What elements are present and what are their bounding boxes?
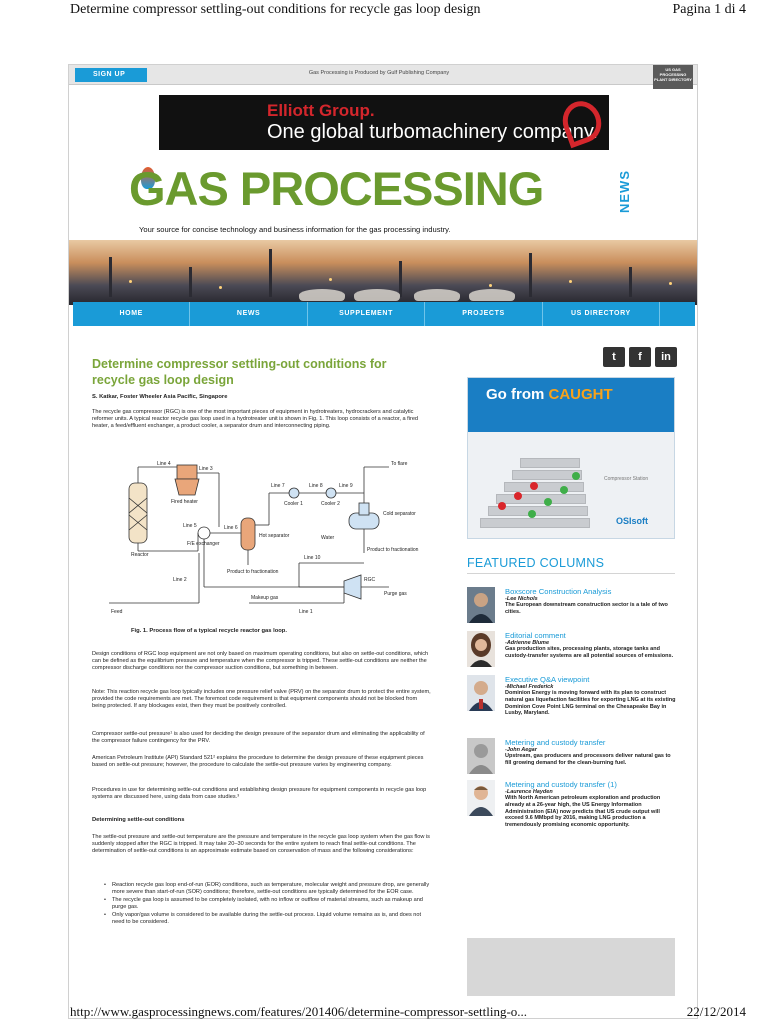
nav-spacer	[660, 302, 695, 326]
label-reactor: Reactor	[131, 552, 149, 558]
linkedin-icon[interactable]: in	[655, 347, 677, 367]
banner-ad[interactable]	[159, 95, 609, 150]
osisoft-logo: OSIsoft	[616, 516, 649, 526]
main-nav	[73, 302, 695, 326]
label-line-1: Line 1	[299, 609, 313, 615]
article-paragraph-6: The settle-out pressure and settle-out temperature are the pressure and temperature in the recycle gas loop system when the gas flow is suddenly stopped after the RGC is tripped. It may take 20–30 seconds for the entire system to reach final settle-out conditions. The determination of settle-out conditions is an approximate estimate based on conservation of mass and the following considerations:	[92, 834, 430, 854]
label-water: Water	[321, 535, 335, 541]
web-page	[68, 64, 698, 1019]
label-product-fractionation-2: Product to fractionation	[227, 569, 279, 575]
avatar	[467, 738, 495, 774]
label-cooler-1: Cooler 1	[284, 501, 303, 507]
label-tail-gas: To flare	[391, 461, 408, 467]
column-author: -Michael Frederick	[505, 684, 554, 690]
article-paragraph-4: American Petroleum Institute (API) Standard 521² explains the procedure to determine the design pressure of these equipment pieces based on settle-out pressure; however, the procedure to calculate the settle-out pressure varies by engineering company.	[92, 755, 424, 768]
ad-company: Elliott Group.	[267, 101, 375, 120]
column-title[interactable]: Editorial comment	[505, 631, 566, 640]
article-paragraph-2: Note: This reaction recycle gas loop typically includes one pressure relief valve (PRV) on the separator drum to protect the entire system, provided the code requirements are met. The foremost code requirement is that equipment components should not be blocked from being protected. If any blockages exist, then they must be positively controlled.	[92, 689, 431, 709]
print-page-number: Pagina 1 di 4	[672, 2, 746, 17]
label-line-9: Line 9	[339, 483, 353, 489]
label-rgc: RGC	[364, 577, 376, 583]
label-product-fractionation: Product to fractionation	[367, 547, 419, 553]
site-logo[interactable]: GAS PROCESSING	[129, 162, 544, 215]
label-line-10: Line 10	[304, 555, 321, 561]
column-description: The European downstream construction sector is a tale of two cities.	[505, 602, 668, 615]
print-footer-url: http://www.gasprocessingnews.com/features/201406/determine-compressor-settling-o...	[70, 1004, 528, 1019]
article-paragraph-3: Compressor settle-out pressure¹ is also used for deciding the design pressure of the separator drum and eliminating the applicability of the compressor failure contingency for the PRV.	[92, 731, 425, 744]
article-paragraph-1: Design conditions of RGC loop equipment are not only based on maximum operating conditions, but also on settle-out conditions, which can be defined as the equilibrium pressure and temperature when the compressor is tripped. These settle-out conditions are neither the compressor discharge conditions nor the compressor suction conditions, but something in between.	[92, 651, 429, 671]
label-line-3: Line 3	[199, 466, 213, 472]
label-fired-heater: Fired heater	[171, 499, 198, 505]
column-title[interactable]: Executive Q&A viewpoint	[505, 675, 590, 684]
list-item: • The recycle gas loop is assumed to be completely isolated, with no inflow or outflow of material streams, such as makeup and purge gas.	[92, 897, 432, 911]
label-line-5: Line 5	[183, 523, 197, 529]
list-item: • Reaction recycle gas loop end-of-run (EOR) conditions, such as temperature, molecular weight and pressure drop, are generally more severe than start-of-run (SOR) conditions; therefore, settle-out conditions are typically determined for the EOR case.	[92, 882, 432, 896]
nav-news[interactable]: NEWS	[190, 302, 307, 326]
plant-directory-link[interactable]: US GAS PROCESSING PLANT DIRECTORY	[653, 65, 693, 89]
sign-up-button[interactable]: SIGN UP	[75, 68, 147, 82]
label-feed: Feed	[111, 609, 123, 615]
label-line-4: Line 4	[157, 461, 171, 467]
twitter-icon[interactable]: t	[603, 347, 625, 367]
column-description: Gas production sites, processing plants, storage tanks and custody-transfer systems are all potential sources of emissions.	[505, 646, 674, 659]
label-line-8: Line 8	[309, 483, 323, 489]
article-paragraph-5: Procedures in use for determining settle-out conditions and establishing design pressure for equipment components in recycle gas loop systems are discussed here, using data from case studies.³	[92, 787, 427, 800]
avatar	[467, 675, 495, 711]
article-byline: S. Katkar, Foster Wheeler Asia Pacific, Singapore	[92, 394, 228, 400]
sidebar-ad[interactable]	[467, 377, 675, 539]
print-footer-date: 22/12/2014	[686, 1004, 746, 1019]
avatar	[467, 631, 495, 667]
column-author: -John Aegar	[505, 747, 537, 753]
label-line-2: Line 2	[173, 577, 187, 583]
column-description: With North American petroleum exploration and production already at a 26-year high, the US Energy Information Administration (EIA) now predicts that US crude output will exceed 9.6 MMbpd by 2016, making LNG production a tremendously promising economic opportunity.	[505, 795, 661, 829]
label-cooler-2: Cooler 2	[321, 501, 340, 507]
featured-divider	[467, 573, 675, 574]
column-author: -Adrienne Blume	[505, 640, 550, 646]
facebook-icon[interactable]: f	[629, 347, 651, 367]
article-bullets	[92, 882, 432, 927]
featured-columns-heading: FEATURED COLUMNS	[467, 556, 605, 570]
nav-us-directory[interactable]: US DIRECTORY	[543, 302, 660, 326]
logo-news-text: NEWS	[617, 170, 632, 213]
column-author: -Laurence Hayden	[505, 789, 553, 795]
column-title[interactable]: Metering and custody transfer (1)	[505, 780, 617, 789]
publisher-note: Gas Processing is Produced by Gulf Publishing Company	[308, 70, 450, 76]
refinery-skyline-image	[69, 240, 698, 305]
sidebar-placeholder	[467, 938, 675, 996]
article-subhead: Determining settle-out conditions	[92, 817, 185, 823]
label-line-6: Line 6	[224, 525, 238, 531]
list-item: • Only vapor/gas volume is considered to be available during the settle-out process. Liquid volume remains as is, and does not need to be considered.	[92, 912, 432, 926]
label-purge-gas: Purge gas	[384, 591, 407, 597]
figure-caption: Fig. 1. Process flow of a typical recycle reactor gas loop.	[131, 628, 287, 634]
site-tagline: Your source for concise technology and business information for the gas processing industry.	[139, 225, 451, 234]
reactor-vessel	[129, 483, 147, 543]
label-line-7: Line 7	[271, 483, 285, 489]
label-makeup-gas: Makeup gas	[251, 595, 279, 601]
headline-pre: Go from	[486, 386, 549, 403]
process-flow-diagram	[99, 453, 429, 623]
compressor-station-label: Compressor Station	[604, 476, 649, 482]
article-title: Determine compressor settling-out conditions for recycle gas loop design	[92, 357, 387, 387]
label-hot-separator: Hot separator	[259, 533, 290, 539]
logo-news-mark	[617, 168, 637, 218]
avatar	[467, 780, 495, 816]
column-title[interactable]: Boxscore Construction Analysis	[505, 587, 612, 596]
social-share	[603, 347, 677, 367]
sidebar-ad-graphic	[468, 432, 674, 538]
headline-em: CAUGHT	[548, 386, 613, 403]
label-fe-exchanger: F/E exchanger	[187, 541, 220, 547]
ad-tagline: One global turbomachinery company.	[267, 121, 598, 143]
nav-home[interactable]: HOME	[73, 302, 190, 326]
label-cold-separator: Cold separator	[383, 511, 416, 517]
nav-projects[interactable]: PROJECTS	[425, 302, 542, 326]
column-title[interactable]: Metering and custody transfer	[505, 738, 606, 747]
column-description: Dominion Energy is moving forward with its plan to construct natural gas liquefaction facilities for exporting LNG at its existing Dominion Cove Point LNG terminal on the Chesapeake Bay in Lusby, Maryland.	[505, 690, 676, 717]
avatar	[467, 587, 495, 623]
article-intro: The recycle gas compressor (RGC) is one of the most important pieces of equipment in hydrotreaters, hydrocrackers and catalytic reformer units. A typical reactor recycle gas loop used in a hydrotreater unit is shown in Fig. 1. This loop consists of a reactor, a fired heater, a feed/effluent exchanger, a product cooler, a separator drum and interconnecting piping.	[92, 409, 419, 429]
sidebar-ad-headline	[468, 378, 674, 432]
print-header-title: Determine compressor settling-out conditions for recycle gas loop design	[70, 2, 481, 17]
nav-supplement[interactable]: SUPPLEMENT	[308, 302, 425, 326]
top-bar	[69, 65, 698, 85]
column-author: -Lee Nichols	[505, 596, 538, 602]
column-description: Upstream, gas producers and processors deliver natural gas to fill growing demand for the clean-burning fuel.	[505, 753, 671, 766]
